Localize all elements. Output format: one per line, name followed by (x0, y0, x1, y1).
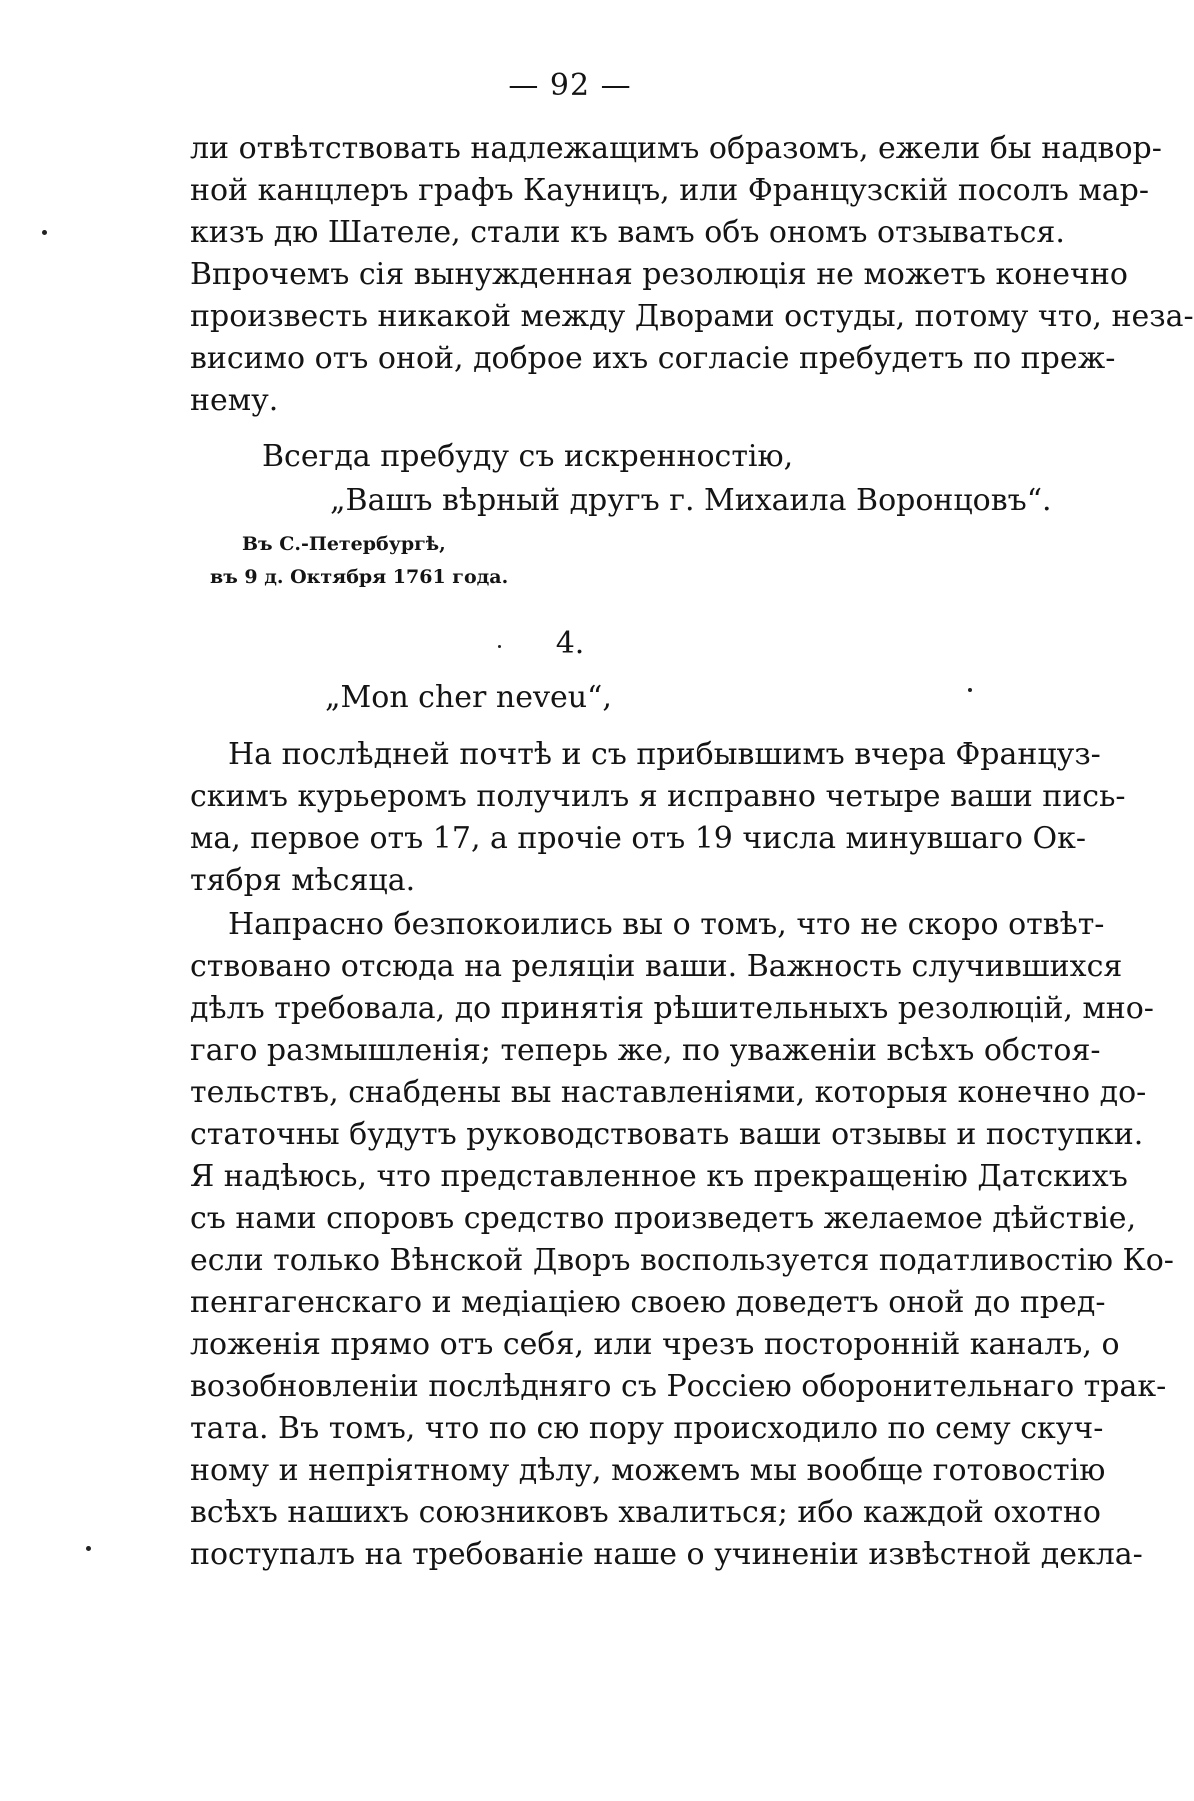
page-number: — 92 — (508, 68, 632, 103)
text-line: возобновленіи послѣдняго съ Россіею оборонительнаго трак- (190, 1369, 1167, 1404)
text-line: висимо отъ оной, доброе ихъ согласіе пребудетъ по преж- (190, 341, 1116, 376)
date-line: въ 9 д. Октября 1761 года. (210, 566, 509, 588)
text-line: ма, первое отъ 17, а прочіе отъ 19 числа минувшаго Ок- (190, 821, 1086, 856)
signature-line: „Вашъ вѣрный другъ г. Михаила Воронцовъ“. (330, 483, 1052, 518)
text-line: если только Вѣнской Дворъ воспользуется податливостію Ко- (190, 1243, 1174, 1278)
text-line: ствовано отсюда на реляціи ваши. Важность случившихся (190, 949, 1123, 984)
text-line: тата. Въ томъ, что по сю пору происходило по сему скуч- (190, 1411, 1104, 1446)
scan-speck (86, 1546, 91, 1551)
scan-speck (498, 645, 501, 648)
scan-speck (968, 688, 972, 692)
text-line: На послѣдней почтѣ и съ прибывшимъ вчера Француз- (228, 737, 1101, 772)
paragraph-2 (190, 734, 1126, 902)
text-line: Напрасно безпокоились вы о томъ, что не скоро отвѣт- (228, 907, 1105, 942)
text-line: ложенія прямо отъ себя, или чрезъ посторонній каналъ, о (190, 1327, 1120, 1362)
scan-speck (42, 230, 47, 235)
text-line: произвесть никакой между Дворами остуды, потому что, неза- (190, 299, 1194, 334)
text-line: ной канцлеръ графъ Кауницъ, или Французскій посолъ мар- (190, 173, 1149, 208)
text-line: Впрочемъ сія вынужденная резолюція не можетъ конечно (190, 257, 1128, 292)
paragraph-3 (190, 904, 1174, 1576)
text-line: Я надѣюсь, что представленное къ прекращенію Датскихъ (190, 1159, 1128, 1194)
text-line: всѣхъ нашихъ союзниковъ хвалиться; ибо каждой охотно (190, 1495, 1101, 1530)
text-line: тельствъ, снабдены вы наставленіями, которыя конечно до- (190, 1075, 1147, 1110)
text-line: кизъ дю Шателе, стали къ вамъ объ ономъ отзываться. (190, 215, 1065, 250)
text-line: пенгагенскаго и медіаціею своею доведетъ оной до пред- (190, 1285, 1106, 1320)
section-number: 4. (555, 626, 585, 661)
closing-line: Всегда пребуду съ искренностію, (262, 439, 794, 474)
text-line: статочны будутъ руководствовать ваши отзывы и поступки. (190, 1117, 1144, 1152)
text-line: скимъ курьеромъ получилъ я исправно четыре ваши пись- (190, 779, 1126, 814)
text-line: поступалъ на требованіе наше о учиненіи извѣстной декла- (190, 1537, 1143, 1572)
text-line: съ нами споровъ средство произведетъ желаемое дѣйствіе, (190, 1201, 1137, 1236)
salutation: „Mon cher neveu“, (325, 680, 612, 715)
text-line: дѣлъ требовала, до принятія рѣшительныхъ резолюцій, мно- (190, 991, 1154, 1026)
text-line: ли отвѣтствовать надлежащимъ образомъ, ежели бы надвор- (190, 131, 1162, 166)
place-line: Въ С.-Петербургѣ, (242, 533, 446, 555)
paragraph-1 (190, 128, 1194, 422)
text-line: ному и непріятному дѣлу, можемъ мы вообще готовостію (190, 1453, 1106, 1488)
text-line: нему. (190, 383, 279, 418)
text-line: гаго размышленія; теперь же, по уваженіи всѣхъ обстоя- (190, 1033, 1101, 1068)
text-line: тября мѣсяца. (190, 863, 416, 898)
